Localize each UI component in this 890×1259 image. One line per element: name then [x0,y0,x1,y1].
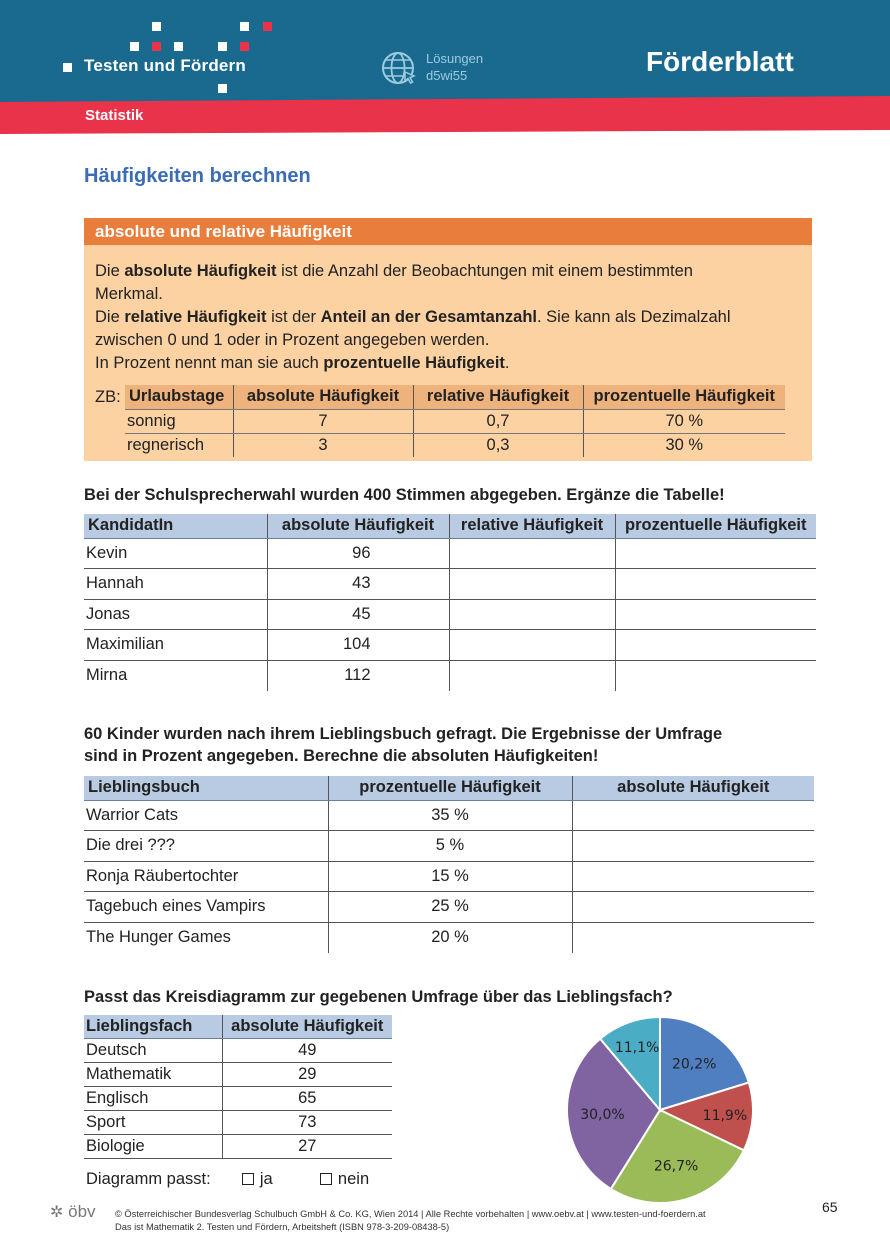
table-row [84,922,814,953]
table-row [84,538,816,569]
task1-question: Bei der Schulsprecherwahl wurden 400 Stimmen abgegeben. Ergänze die Tabelle! [84,486,725,504]
example-header-1: absolute Häufigkeit [233,385,413,409]
example-cell: 0,3 [413,433,583,457]
task3-table [84,1015,392,1159]
example-header-2: relative Häufigkeit [413,385,583,409]
task2-answer-cell[interactable] [572,892,814,923]
task1-answer-cell[interactable] [449,630,615,661]
copyright-footer: © Österreichischer Bundesverlag Schulbuch GmbH & Co. KG, Wien 2014 | Alle Rechte vorbehalten | www.oebv.at | www.testen-und-foerdern.at Das ist Mathematik 2. Testen und Fördern, Arbeitsheft (ISBN 978-3-209-08438-5) [115,1209,706,1232]
task2-answer-cell[interactable] [572,800,814,831]
task2-cell: 20 % [328,922,572,953]
task3-cell: Englisch [84,1086,222,1110]
task3-cell: Biologie [84,1134,222,1158]
pie-label-1: 11,9% [702,1107,748,1124]
task1-answer-cell[interactable] [449,569,615,600]
task1-cell: Maximilian [84,630,267,661]
table-row [84,892,814,923]
table-row [84,800,814,831]
table-row [84,630,816,661]
task3-cell: Deutsch [84,1038,222,1062]
table-row [125,433,785,457]
task3-question: Passt das Kreisdiagramm zur gegebenen Umfrage über das Lieblingsfach? [84,988,673,1006]
task2-header-1: prozentuelle Häufigkeit [328,776,572,800]
task1-answer-cell[interactable] [615,630,816,661]
example-header-3: prozentuelle Häufigkeit [583,385,785,409]
task2-cell: 35 % [328,800,572,831]
example-header-0: Urlaubstage [125,385,233,409]
task2-cell: The Hunger Games [86,928,231,946]
task3-cell: 29 [222,1062,392,1086]
task1-cell: 112 [267,660,449,691]
example-table [125,385,785,457]
pie-label-4: 11,1% [614,1040,660,1057]
task2-cell: Tagebuch eines Vampirs [84,892,328,923]
task3-cell: Mathematik [84,1062,222,1086]
section-title: Häufigkeiten berechnen [84,165,311,187]
globe-icon[interactable] [381,50,417,86]
table-row [125,409,785,433]
fit-label: Diagramm passt: [86,1170,211,1188]
task1-header-1: absolute Häufigkeit [267,514,449,538]
task2-cell: Ronja Räubertochter [84,861,328,892]
definition-text: Die absolute Häufigkeit ist die Anzahl der Beobachtungen mit einem bestimmten Merkmal. Die relative Häufigkeit ist der Anteil an der Gesamtanzahl. Sie kann als Dezimalzahl zwischen 0 und 1 oder in Prozent angegeben werden. In Prozent nennt man sie auch prozentuelle Häufigkeit. [95,262,731,372]
task3-cell: 49 [222,1038,392,1062]
table-row [84,569,816,600]
task1-answer-cell[interactable] [449,599,615,630]
task1-cell: Hannah [84,569,267,600]
example-cell: sonnig [125,409,233,433]
example-cell: 7 [233,409,413,433]
task3-cell: 65 [222,1086,392,1110]
task1-cell: 96 [267,538,449,569]
table-row [84,1086,392,1110]
task2-answer-cell[interactable] [572,922,814,953]
fit-answer [86,1170,369,1189]
table-row [84,1038,392,1062]
table-row [84,599,816,630]
pie-chart [560,1010,760,1210]
pie-label-3: 30,0% [580,1107,625,1124]
task1-cell: Kevin [84,538,267,569]
table-row [84,1062,392,1086]
task1-answer-cell[interactable] [615,538,816,569]
example-label: ZB: [95,388,121,406]
task3-cell: Sport [84,1110,222,1134]
subject-label: Statistik [85,107,144,124]
task1-cell: Mirna [86,666,128,684]
table-row [84,1110,392,1134]
task2-header-0: Lieblingsbuch [84,776,328,800]
task1-header-2: relative Häufigkeit [449,514,615,538]
task1-cell: 43 [267,569,449,600]
task2-header-2: absolute Häufigkeit [572,776,814,800]
example-cell: 30 % [583,433,785,457]
page-number: 65 [822,1199,838,1215]
task1-answer-cell[interactable] [615,569,816,600]
task2-cell: 5 % [328,831,572,862]
checkbox-no[interactable]: nein [320,1170,369,1188]
solutions-link[interactable] [426,50,483,84]
task1-cell: 45 [267,599,449,630]
task2-table [84,776,814,953]
obv-icon: ✲ [50,1204,64,1221]
table-row [84,660,816,691]
task3-header-1: absolute Häufigkeit [222,1015,392,1038]
publisher-logo: ✲ öbv [50,1202,96,1221]
task2-question: 60 Kinder wurden nach ihrem Lieblingsbuch gefragt. Die Ergebnisse der Umfrage sind in Prozent angegeben. Berechne die absoluten Häufigkeiten! [84,725,723,765]
task3-cell: 27 [222,1134,392,1158]
task1-header-3: prozentuelle Häufigkeit [615,514,816,538]
pie-label-0: 20,2% [671,1056,717,1073]
pie-label-2: 26,7% [653,1158,699,1175]
checkbox-yes[interactable]: ja [242,1170,273,1188]
task2-answer-cell[interactable] [572,861,814,892]
task1-answer-cell[interactable] [449,538,615,569]
task2-cell: Warrior Cats [84,800,328,831]
task2-cell: Die drei ??? [84,831,328,862]
example-cell: 0,7 [413,409,583,433]
task1-answer-cell[interactable] [449,660,615,691]
example-cell: 3 [233,433,413,457]
task3-header-0: Lieblingsfach [84,1015,222,1038]
task2-cell: 15 % [328,861,572,892]
task1-table [84,514,816,691]
task1-cell: Jonas [84,599,267,630]
sheet-title: Förderblatt [646,46,794,77]
brand-name: Testen und Fördern [84,56,246,75]
task1-answer-cell[interactable] [615,660,816,691]
task1-answer-cell[interactable] [615,599,816,630]
solutions-label: Lösungen [426,51,484,66]
solutions-code: d5wi55 [426,68,468,83]
task2-cell: 25 % [328,892,572,923]
task2-answer-cell[interactable] [572,831,814,862]
table-row [84,831,814,862]
task1-cell: 104 [267,630,449,661]
definition-heading: absolute und relative Häufigkeit [84,218,812,245]
example-cell: regnerisch [127,435,205,454]
table-row [84,1134,392,1158]
task1-header-0: KandidatIn [84,514,267,538]
example-cell: 70 % [583,409,785,433]
task3-cell: 73 [222,1110,392,1134]
table-row [84,861,814,892]
